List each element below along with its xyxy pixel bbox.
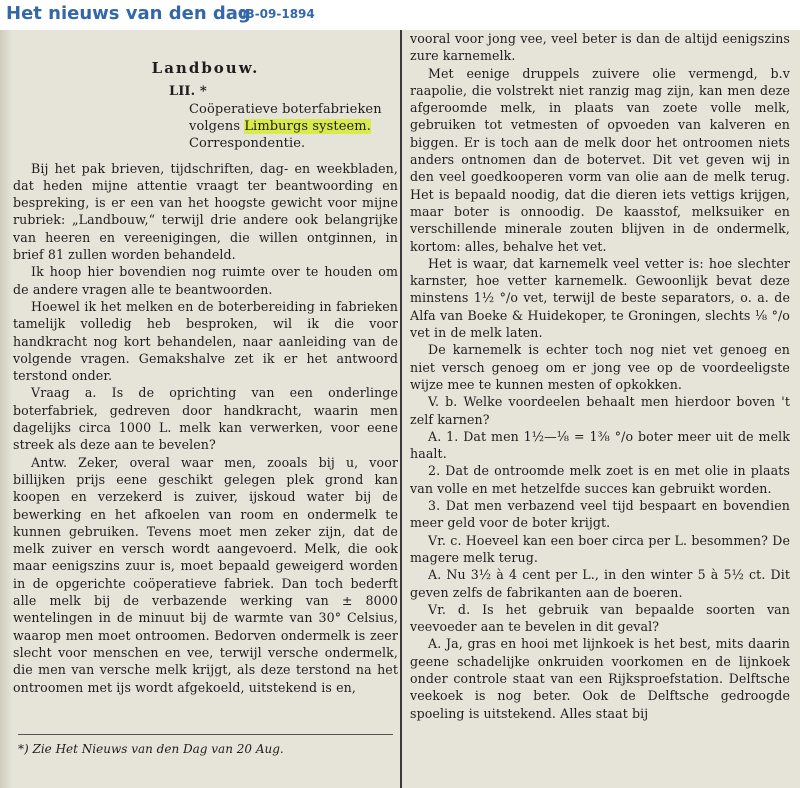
- publication-date: 03-09-1894: [238, 7, 315, 21]
- paragraph: De karnemelk is echter toch nog niet vet genoeg en niet versch genoeg om er jong vee op de voordeeligste wijze mee te kunnen mesten of opkokken.: [410, 342, 790, 392]
- paragraph: Vr. d. Is het gebruik van bepaalde soorten van veevoeder aan te bevelen in dit geval?: [410, 601, 790, 635]
- paragraph: 3. Dat men verbazend veel tijd bespaart en bovendien meer geld voor de boter krijgt.: [410, 498, 790, 531]
- paragraph: Antw. Zeker, overal waar men, zooals bij u, voor billijken prijs eene geschikt gelegen plek grond kan koopen en verzekerd is zuiver, ijskoud water bij de bewerking en het afkoelen van room en ondermelk te kunnen gebruiken. Tevens moet men zeker zijn, dat de melk zuiver en versch wordt aangevoerd. Melk, die ook maar eenigszins zuur is, moet bepaald geweigerd worden in de opgerichte coöperatieve fabriek. Dan toch bederft alle melk bij de verbazende werking van ± 8000 wentelingen in de minuut bij de warmte van 30° Celsius, waarop men moet ontroomen. Bedorven ondermelk is zeer slecht voor menschen en vee, terwijl versche ondermelk, die men van versche melk krijgt, als deze terstond na het ontroomen met ijs wordt afgekoeld, uitstekend is en,: [13, 454, 398, 695]
- paragraph: V. b. Welke voordeelen behaalt men hierdoor boven 't zelf karnen?: [410, 394, 790, 427]
- search-highlight: Limburgs systeem.: [244, 118, 371, 134]
- paragraph: Vr. c. Hoeveel kan een boer circa per L. besommen? De magere melk terug.: [410, 532, 790, 565]
- paragraph: Hoewel ik het melken en de boterbereiding in fabrieken tamelijk volledig heb besproken, wil ik die voor handkracht nog kort behandelen, naar aanleiding van de volgende vragen. Gemakshalve zet ik er het antwoord terstond onder.: [13, 298, 398, 384]
- page-header: [0, 0, 800, 30]
- subtitle-line-2: [189, 118, 398, 135]
- paragraph: A. Ja, gras en hooi met lijnkoek is het best, mits daarin geene schadelijke onkruiden voorkomen en de lijnkoek onder controle staat van een Rijksproefstation. Delftsche veekoek is nog beter. Ook de Delftsche gedroogde spoeling is uitstekend. Alles staat bij: [410, 636, 790, 721]
- paragraph: Met eenige druppels zuivere olie vermengd, b.v raapolie, die volstrekt niet ranzig mag zijn, kan men deze afgeroomde melk, in plaats van zoete volle melk, gebruiken tot vetmesten of opvoeden van kalveren en biggen. Er is toch aan de melk door het ontroomen niets anders ontnomen dan de botervet. Dit vet geven wij in den veel goedkooperen vorm van olie aan de melk terug. Het is bepaald noodig, dat die dieren iets vettigs krijgen, maar boter is onnoodig. De kaasstof, melksuiker en verschillende minerale zouten blijven in de ondermelk, kortom: alles, behalve het vet.: [410, 65, 790, 254]
- paragraph: A. 1. Dat men 1½—⅛ = 1⅜ °/o boter meer uit de melk haalt.: [410, 428, 790, 462]
- subtitle-line-3: Correspondentie.: [189, 135, 306, 151]
- article-subtitle: [189, 101, 398, 152]
- paragraph: Vraag a. Is de oprichting van een onderlinge boterfabriek, gedreven door handkracht, waarin men dagelijks circa 1000 L. melk kan verwerken, voor eene streek als deze aan te bevelen?: [13, 385, 398, 453]
- column-divider: [400, 30, 402, 788]
- subtitle-prefix: volgens: [189, 118, 245, 134]
- article-number: LII. *: [169, 84, 207, 100]
- paragraph: Ik hoop hier bovendien nog ruimte over te houden om de andere vragen alle te beantwoorden.: [13, 264, 398, 297]
- left-column: [13, 30, 398, 696]
- footnote: *) Zie Het Nieuws van den Dag van 20 Aug.: [18, 742, 284, 756]
- paragraph: Het is waar, dat karnemelk veel vetter is: hoe slechter karnster, hoe vetter karnemelk. Gewoonlijk bevat deze minstens 1½ °/o vet, terwijl de beste separators, o. a. de Alfa van Boeke & Huidekoper, te Groningen, slechts ⅛ °/o vet in de melk laten.: [410, 255, 790, 341]
- newspaper-clipping: [0, 30, 800, 788]
- paragraph: vooral voor jong vee, veel beter is dan de altijd eenigszins zure karnemelk.: [410, 31, 790, 64]
- footnote-rule: [18, 734, 393, 735]
- paragraph: 2. Dat de ontroomde melk zoet is en met olie in plaats van volle en met hetzelfde succes kan gebruikt worden.: [410, 463, 790, 496]
- newspaper-title[interactable]: Het nieuws van den dag: [6, 3, 251, 24]
- paragraph: Bij het pak brieven, tijdschriften, dag- en weekbladen, dat heden mijne attentie vraagt ter beantwoording en bespreking, is er een van het hoogste gewicht voor mijne rubriek: „Landbouw,“ terwijl drie andere ook belangrijke van heeren en vereenigingen, die willen ontginnen, in brief 81 zullen worden behandeld.: [13, 160, 398, 263]
- article-title: Landbouw.: [151, 59, 260, 77]
- subtitle-line-1: Coöperatieve boterfabrieken: [189, 101, 382, 117]
- right-column: [410, 30, 790, 722]
- paragraph: A. Nu 3½ à 4 cent per L., in den winter 5 à 5½ ct. Dit geven zelfs de fabrikanten aan de boeren.: [410, 567, 790, 600]
